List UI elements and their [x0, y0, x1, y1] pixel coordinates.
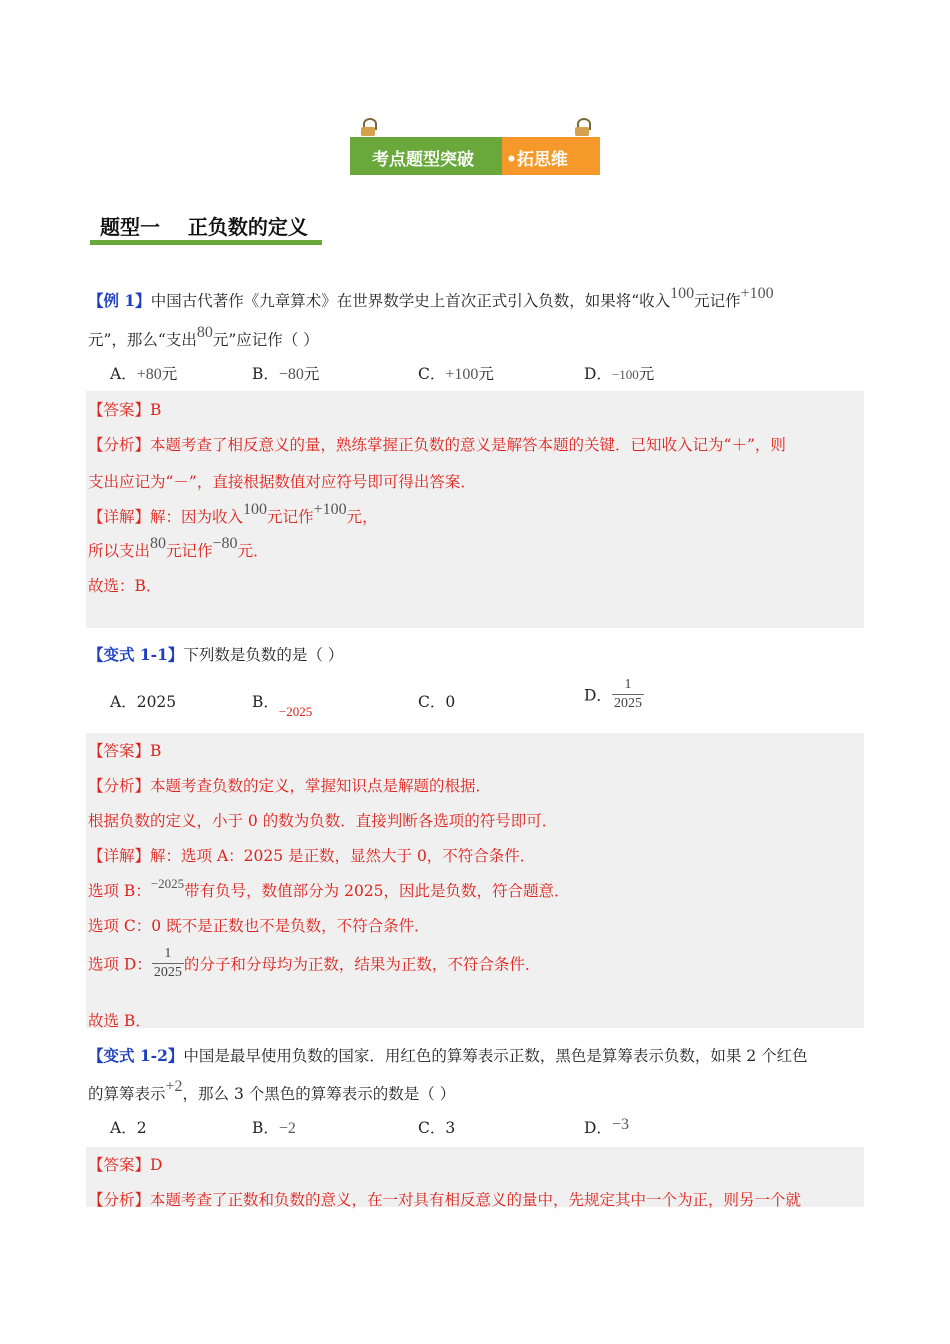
option-a: A．2025: [110, 693, 177, 711]
analysis-line: 【分析】本题考查负数的定义，掌握知识点是解题的根据．: [88, 777, 492, 795]
math-value: 80: [196, 324, 213, 341]
option-c: C．0: [418, 693, 456, 711]
answer-line: 【答案】B: [88, 401, 162, 419]
section-title: 题型一 正负数的定义: [100, 215, 308, 239]
example-tag: 【变式 1-2】: [88, 1046, 184, 1065]
detail-line: 故选 B．: [88, 1012, 151, 1030]
math-value: 100: [670, 285, 695, 302]
section-banner: [350, 137, 600, 175]
variant-1-2-line-1: 【变式 1-2】中国是最早使用负数的国家．用红色的算筹表示正数，黑色是算筹表示负数，如果 2 个红色: [88, 1046, 808, 1065]
option-b: B．$_{-2025}$: [252, 693, 313, 719]
analysis-line: 支出应记为“－”，直接根据数值对应符号即可得出答案．: [88, 473, 476, 491]
option-d: D．−3: [584, 1116, 629, 1137]
option-c: C．3: [418, 1119, 456, 1137]
binder-clip-icon: [575, 118, 589, 138]
question-text: 元记作: [694, 292, 741, 310]
option-c: C．+100元: [418, 365, 494, 383]
detail-line: 【详解】解：选项 A：2025 是正数，显然大于 0，不符合条件．: [88, 847, 536, 865]
variant-1-1-question: 【变式 1-1】下列数是负数的是（ ）: [88, 645, 344, 664]
question-text: 元”，那么“支出: [88, 331, 197, 349]
detail-line: 选项 C：0 既不是正数也不是负数，不符合条件．: [88, 917, 430, 935]
example-1-line-2: [88, 324, 319, 350]
detail-line: 选项 B：$^{-2025}$带有负号，数值部分为 2025，因此是负数，符合题意．: [88, 876, 570, 900]
answer-line: 【答案】B: [88, 742, 162, 760]
option-b: B．−2: [252, 1119, 296, 1137]
analysis-line: 根据负数的定义，小于 0 的数为负数．直接判断各选项的符号即可．: [88, 812, 558, 830]
answer-line: 【答案】D: [88, 1156, 163, 1174]
analysis-line: 【分析】本题考查了相反意义的量，熟练掌握正负数的意义是解答本题的关键．已知收入记为“＋”，则: [88, 436, 786, 454]
example-tag: 【例 1】: [88, 291, 151, 310]
detail-line: 所以支出80元记作−80元．: [88, 535, 269, 560]
detail-line: 选项 D： $\frac{1}{2025}$ 的分子和分母均为正数，结果为正数，不符合条件．: [88, 946, 541, 980]
banner-left-text: 考点题型突破: [372, 150, 474, 170]
example-tag: 【变式 1-1】: [88, 645, 184, 664]
option-d: D．−100元: [584, 365, 655, 383]
banner-right-text: •拓思维: [506, 150, 568, 170]
option-d: D． $\frac{1}{2025}$: [584, 677, 642, 711]
detail-line: 【详解】解：因为收入100元记作+100元，: [88, 501, 378, 526]
question-text: 中国古代著作《九章算术》在世界数学史上首次正式引入负数，如果将“收入: [150, 292, 671, 310]
option-b: B．−80元: [252, 365, 320, 383]
binder-clip-icon: [361, 118, 375, 138]
detail-line: 故选：B．: [88, 577, 162, 595]
section-underline: [90, 240, 322, 245]
fraction: $\frac{1}{2025}$: [613, 677, 642, 711]
fraction: $\frac{1}{2025}$: [153, 946, 182, 980]
question-text: 元”应记作（ ）: [212, 331, 319, 349]
option-a: A．2: [110, 1119, 147, 1137]
example-1-line-1: [88, 285, 774, 311]
variant-1-2-line-2: 的算筹表示+2，那么 3 个黑色的算筹表示的数是（ ）: [88, 1078, 456, 1103]
math-value: +100: [740, 285, 774, 302]
option-a: A．+80元: [110, 365, 178, 383]
analysis-line: 【分析】本题考查了正数和负数的意义，在一对具有相反意义的量中，先规定其中一个为正，则另一个就: [88, 1191, 802, 1209]
